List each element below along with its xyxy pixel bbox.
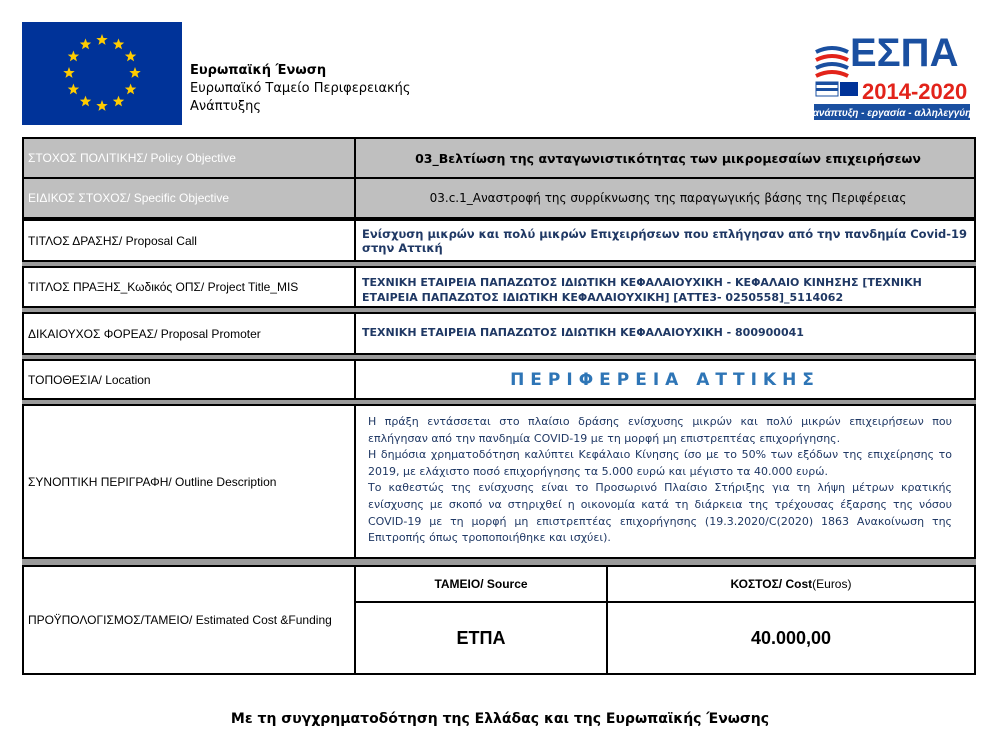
specific-objective-value: 03.c.1_Αναστροφή της συρρίκνωσης της παραγωγικής βάσης της Περιφέρειας bbox=[429, 191, 907, 205]
espa-slogan: ανάπτυξη - εργασία - αλληλεγγύη bbox=[812, 108, 972, 119]
eu-star-icon bbox=[80, 38, 91, 49]
policy-objective-label: ΣΤΟΧΟΣ ΠΟΛΙΤΙΚΗΣ/ Policy Objective bbox=[24, 139, 356, 177]
eu-star-icon bbox=[68, 84, 79, 95]
eu-star-icon bbox=[129, 67, 140, 78]
outline-value bbox=[356, 406, 974, 557]
project-title-line-2: ΕΤΑΙΡΕΙΑ ΠΑΠΑΖΩΤΟΣ ΙΔΙΩΤΙΚΗ ΚΕΦΑΛΑΙΟΥΧΙΚΗ] [ΑΤΤΕ3- 0250558]_5114062 bbox=[362, 291, 844, 304]
eu-star-icon bbox=[96, 100, 107, 111]
location-row bbox=[22, 359, 976, 400]
eu-star-icon bbox=[113, 38, 124, 49]
budget-label: ΠΡΟΫΠΟΛΟΓΙΣΜΟΣ/ΤΑΜΕΙΟ/ Estimated Cost &Funding bbox=[24, 567, 356, 673]
espa-years: 2014-2020 bbox=[862, 79, 968, 104]
eu-line-1: Ευρωπαϊκή Ένωση bbox=[190, 63, 327, 78]
eu-stars-icon bbox=[22, 22, 182, 125]
project-title-value bbox=[356, 268, 974, 306]
promoter-row bbox=[22, 312, 976, 355]
budget-row bbox=[22, 565, 976, 675]
project-title-label: ΤΙΤΛΟΣ ΠΡΑΞΗΣ_Κωδικός ΟΠΣ/ Project Title_MIS bbox=[24, 268, 356, 306]
location-value: ΠΕΡΙΦΕΡΕΙΑ ΑΤΤΙΚΗΣ bbox=[510, 369, 820, 390]
specific-objective-row bbox=[22, 177, 976, 219]
eu-star-icon bbox=[125, 84, 136, 95]
source-header: ΤΑΜΕΙΟ/ Source bbox=[356, 567, 608, 603]
outline-label: ΣΥΝΟΠΤΙΚΗ ΠΕΡΙΓΡΑΦΗ/ Outline Description bbox=[24, 406, 356, 557]
policy-objective-value: 03_Βελτίωση της ανταγωνιστικότητας των μικρομεσαίων επιχειρήσεων bbox=[415, 150, 921, 166]
location-label: ΤΟΠΟΘΕΣΙΑ/ Location bbox=[24, 361, 356, 398]
eu-star-icon bbox=[68, 51, 79, 62]
eu-flag-logo bbox=[22, 22, 182, 125]
eu-line-3: Ανάπτυξης bbox=[190, 99, 262, 114]
eu-star-icon bbox=[80, 96, 91, 107]
outline-paragraph-1: Η πράξη εντάσσεται στο πλαίσιο δράσης ενίσχυσης μικρών και πολύ μικρών επιχειρήσεων που επλήγησαν από την πανδημία COVID-19 με τη μορφή μη επιστρεπτέας επιχορήγησης. bbox=[368, 415, 952, 445]
eu-star-icon bbox=[63, 67, 74, 78]
cost-header-unit: (Euros) bbox=[812, 577, 852, 591]
policy-objective-row bbox=[22, 137, 976, 179]
proposal-call-value: Ενίσχυση μικρών και πολύ μικρών Επιχειρήσεων που επλήγησαν από την πανδημία Covid-19 στην Αττική bbox=[362, 226, 968, 255]
cost-value: 40.000,00 bbox=[750, 627, 832, 648]
cost-header-label: ΚΟΣΤΟΣ/ Cost bbox=[730, 577, 813, 591]
promoter-value: ΤΕΧΝΙΚΗ ΕΤΑΙΡΕΙΑ ΠΑΠΑΖΩΤΟΣ ΙΔΙΩΤΙΚΗ ΚΕΦΑΛΑΙΟΥΧΙΚΗ - 800900041 bbox=[362, 326, 804, 339]
cofunding-footer: Με τη συγχρηματοδότηση της Ελλάδας και της Ευρωπαϊκής Ένωσης bbox=[230, 711, 770, 727]
espa-logo bbox=[812, 22, 972, 124]
outline-paragraph-2: Η δημόσια χρηματοδότηση καλύπτει Κεφάλαιο Κίνησης ίσο με το 50% των εξόδων της επιχείρησης το 2019, με ελάχιστο ποσό επιχορήγησης τα 5.000 ευρώ και μέγιστο τα 40.000 ευρώ. bbox=[368, 448, 952, 478]
eu-star-icon bbox=[96, 34, 107, 45]
project-title-row bbox=[22, 266, 976, 308]
eu-star-icon bbox=[125, 51, 136, 62]
espa-title: ΕΣΠΑ bbox=[850, 31, 959, 75]
project-title-line-1: ΤΕΧΝΙΚΗ ΕΤΑΙΡΕΙΑ ΠΑΠΑΖΩΤΟΣ ΙΔΙΩΤΙΚΗ ΚΕΦΑΛΑΙΟΥΧΙΚΗ - ΚΕΦΑΛΑΙΟ ΚΙΝΗΣΗΣ [ΤΕΧΝΙΚΗ bbox=[362, 276, 922, 289]
proposal-call-label: ΤΙΤΛΟΣ ΔΡΑΣΗΣ/ Proposal Call bbox=[24, 221, 356, 260]
cost-header bbox=[608, 567, 974, 603]
eu-line-2: Ευρωπαϊκό Ταμείο Περιφερειακής bbox=[190, 81, 411, 96]
proposal-call-row bbox=[22, 219, 976, 262]
eu-fund-caption bbox=[190, 62, 411, 116]
specific-objective-label: ΕΙΔΙΚΟΣ ΣΤΟΧΟΣ/ Specific Objective bbox=[24, 179, 356, 217]
outline-paragraph-3: Το καθεστώς της ενίσχυσης είναι το Προσωρινό Πλαίσιο Στήριξης για τη λήψη μέτρων κρατικής ενίσχυσης με σκοπό να στηριχθεί η οικονομία κατά τη διάρκεια της τρέχουσας έξαρσης της νόσου COVID-19 με τη μορφή μη επιστρεπτέας επιχορήγησης (19.3.2020/C(2020) 1863 Ανακοίνωση της Επιτροπής όπως τροποποιήθηκε και ισχύει). bbox=[368, 481, 952, 545]
outline-row bbox=[22, 404, 976, 559]
promoter-label: ΔΙΚΑΙΟΥΧΟΣ ΦΟΡΕΑΣ/ Proposal Promoter bbox=[24, 314, 356, 353]
eu-star-icon bbox=[113, 96, 124, 107]
source-value: ΕΤΠΑ bbox=[356, 603, 608, 673]
